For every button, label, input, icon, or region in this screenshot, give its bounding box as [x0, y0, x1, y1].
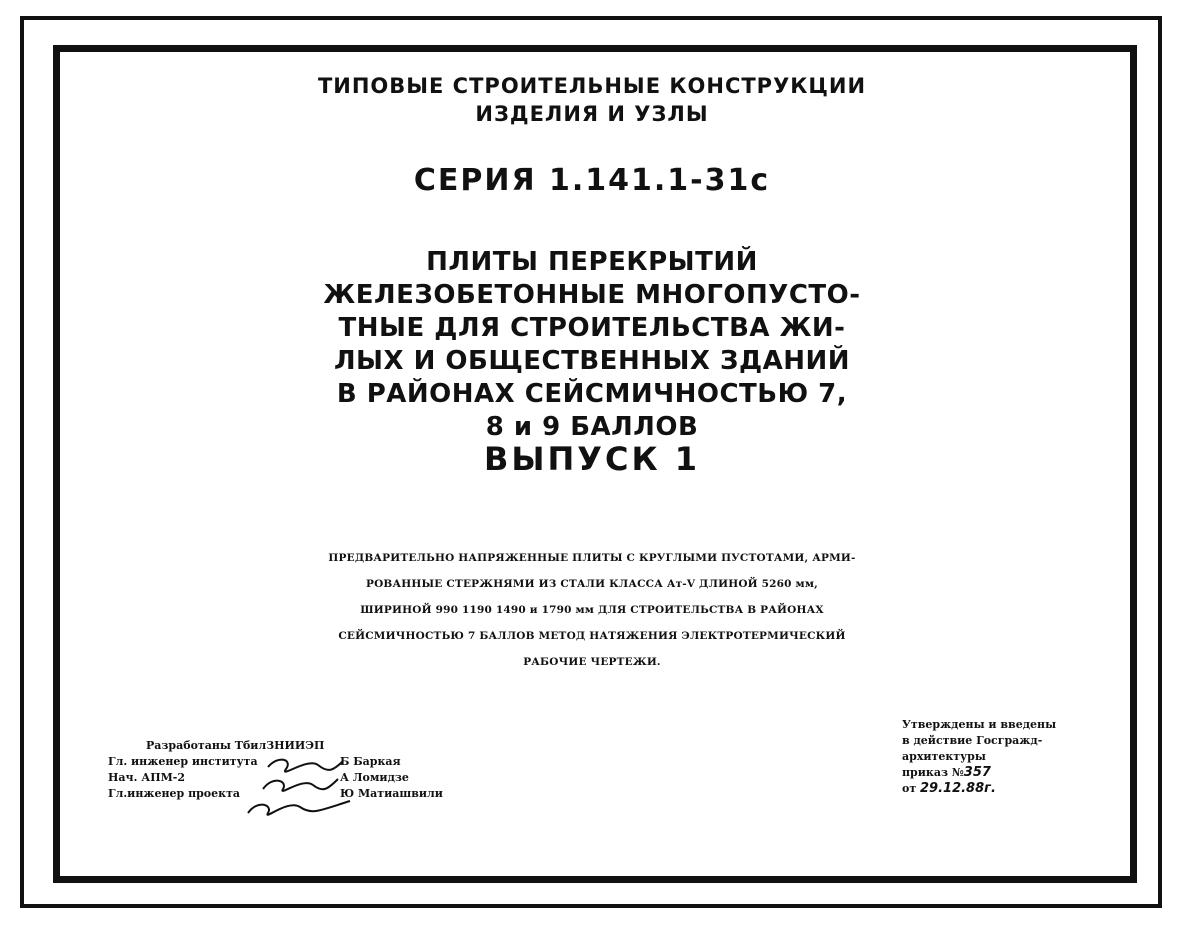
title-line: ЖЕЛЕЗОБЕТОННЫЕ МНОГОПУСТО- — [323, 280, 861, 310]
header-block — [0, 72, 1184, 128]
approval-block — [902, 717, 1056, 797]
staff-role: Нач. АПМ-2 — [108, 771, 185, 784]
staff-role: Гл.инженер проекта — [108, 787, 241, 800]
header-line-2: ИЗДЕЛИЯ И УЗЛЫ — [475, 102, 709, 126]
document-title — [0, 246, 1184, 444]
description-line: СЕЙСМИЧНОСТЬЮ 7 БАЛЛОВ МЕТОД НАТЯЖЕНИЯ ЭЛЕКТРОТЕРМИЧЕСКИЙ — [338, 630, 846, 642]
staff-name: Ю Матиашвили — [340, 787, 443, 800]
description-line: РОВАННЫЕ СТЕРЖНЯМИ ИЗ СТАЛИ КЛАССА Ат-V ДЛИНОЙ 5260 мм, — [365, 578, 819, 590]
issue-number: ВЫПУСК 1 — [483, 440, 701, 478]
date-value: 29.12.88г. — [920, 781, 996, 796]
title-line: 8 и 9 БАЛЛОВ — [485, 412, 699, 442]
title-line: В РАЙОНАХ СЕЙСМИЧНОСТЬЮ 7, — [336, 379, 848, 409]
description-line: ПРЕДВАРИТЕЛЬНО НАПРЯЖЕННЫЕ ПЛИТЫ С КРУГЛЫМИ ПУСТОТАМИ, АРМИ- — [328, 552, 856, 564]
approval-line: в действие Госгражд- — [902, 734, 1043, 747]
header-line-1: ТИПОВЫЕ СТРОИТЕЛЬНЫЕ КОНСТРУКЦИИ — [317, 74, 867, 98]
series-number: СЕРИЯ 1.141.1-31с — [413, 163, 771, 198]
handwritten-signatures — [238, 755, 358, 820]
order-label: приказ № — [902, 766, 964, 779]
title-line: ЛЫХ И ОБЩЕСТВЕННЫХ ЗДАНИЙ — [333, 346, 851, 376]
staff-role: Гл. инженер института — [108, 755, 258, 768]
description-block — [0, 545, 1184, 675]
signature-3 — [248, 801, 350, 815]
approval-line: архитектуры — [902, 750, 986, 763]
date-label: от — [902, 782, 917, 795]
approval-date — [902, 781, 1056, 797]
signature-1 — [268, 760, 343, 772]
description-line: ШИРИНОЙ 990 1190 1490 и 1790 мм ДЛЯ СТРОИТЕЛЬСТВА В РАЙОНАХ — [360, 604, 824, 616]
staff-name: Б Баркая — [340, 755, 401, 768]
signature-2 — [263, 779, 338, 791]
title-line: ПЛИТЫ ПЕРЕКРЫТИЙ — [426, 247, 758, 277]
approval-line: Утверждены и введены — [902, 718, 1057, 731]
order-number: 357 — [963, 765, 991, 780]
developer-org: Разработаны ТбилЗНИИЭП — [146, 739, 325, 752]
title-line: ТНЫЕ ДЛЯ СТРОИТЕЛЬСТВА ЖИ- — [338, 313, 846, 343]
approval-order — [902, 765, 1056, 781]
staff-name: А Ломидзе — [340, 771, 409, 784]
description-line: РАБОЧИЕ ЧЕРТЕЖИ. — [523, 656, 661, 668]
